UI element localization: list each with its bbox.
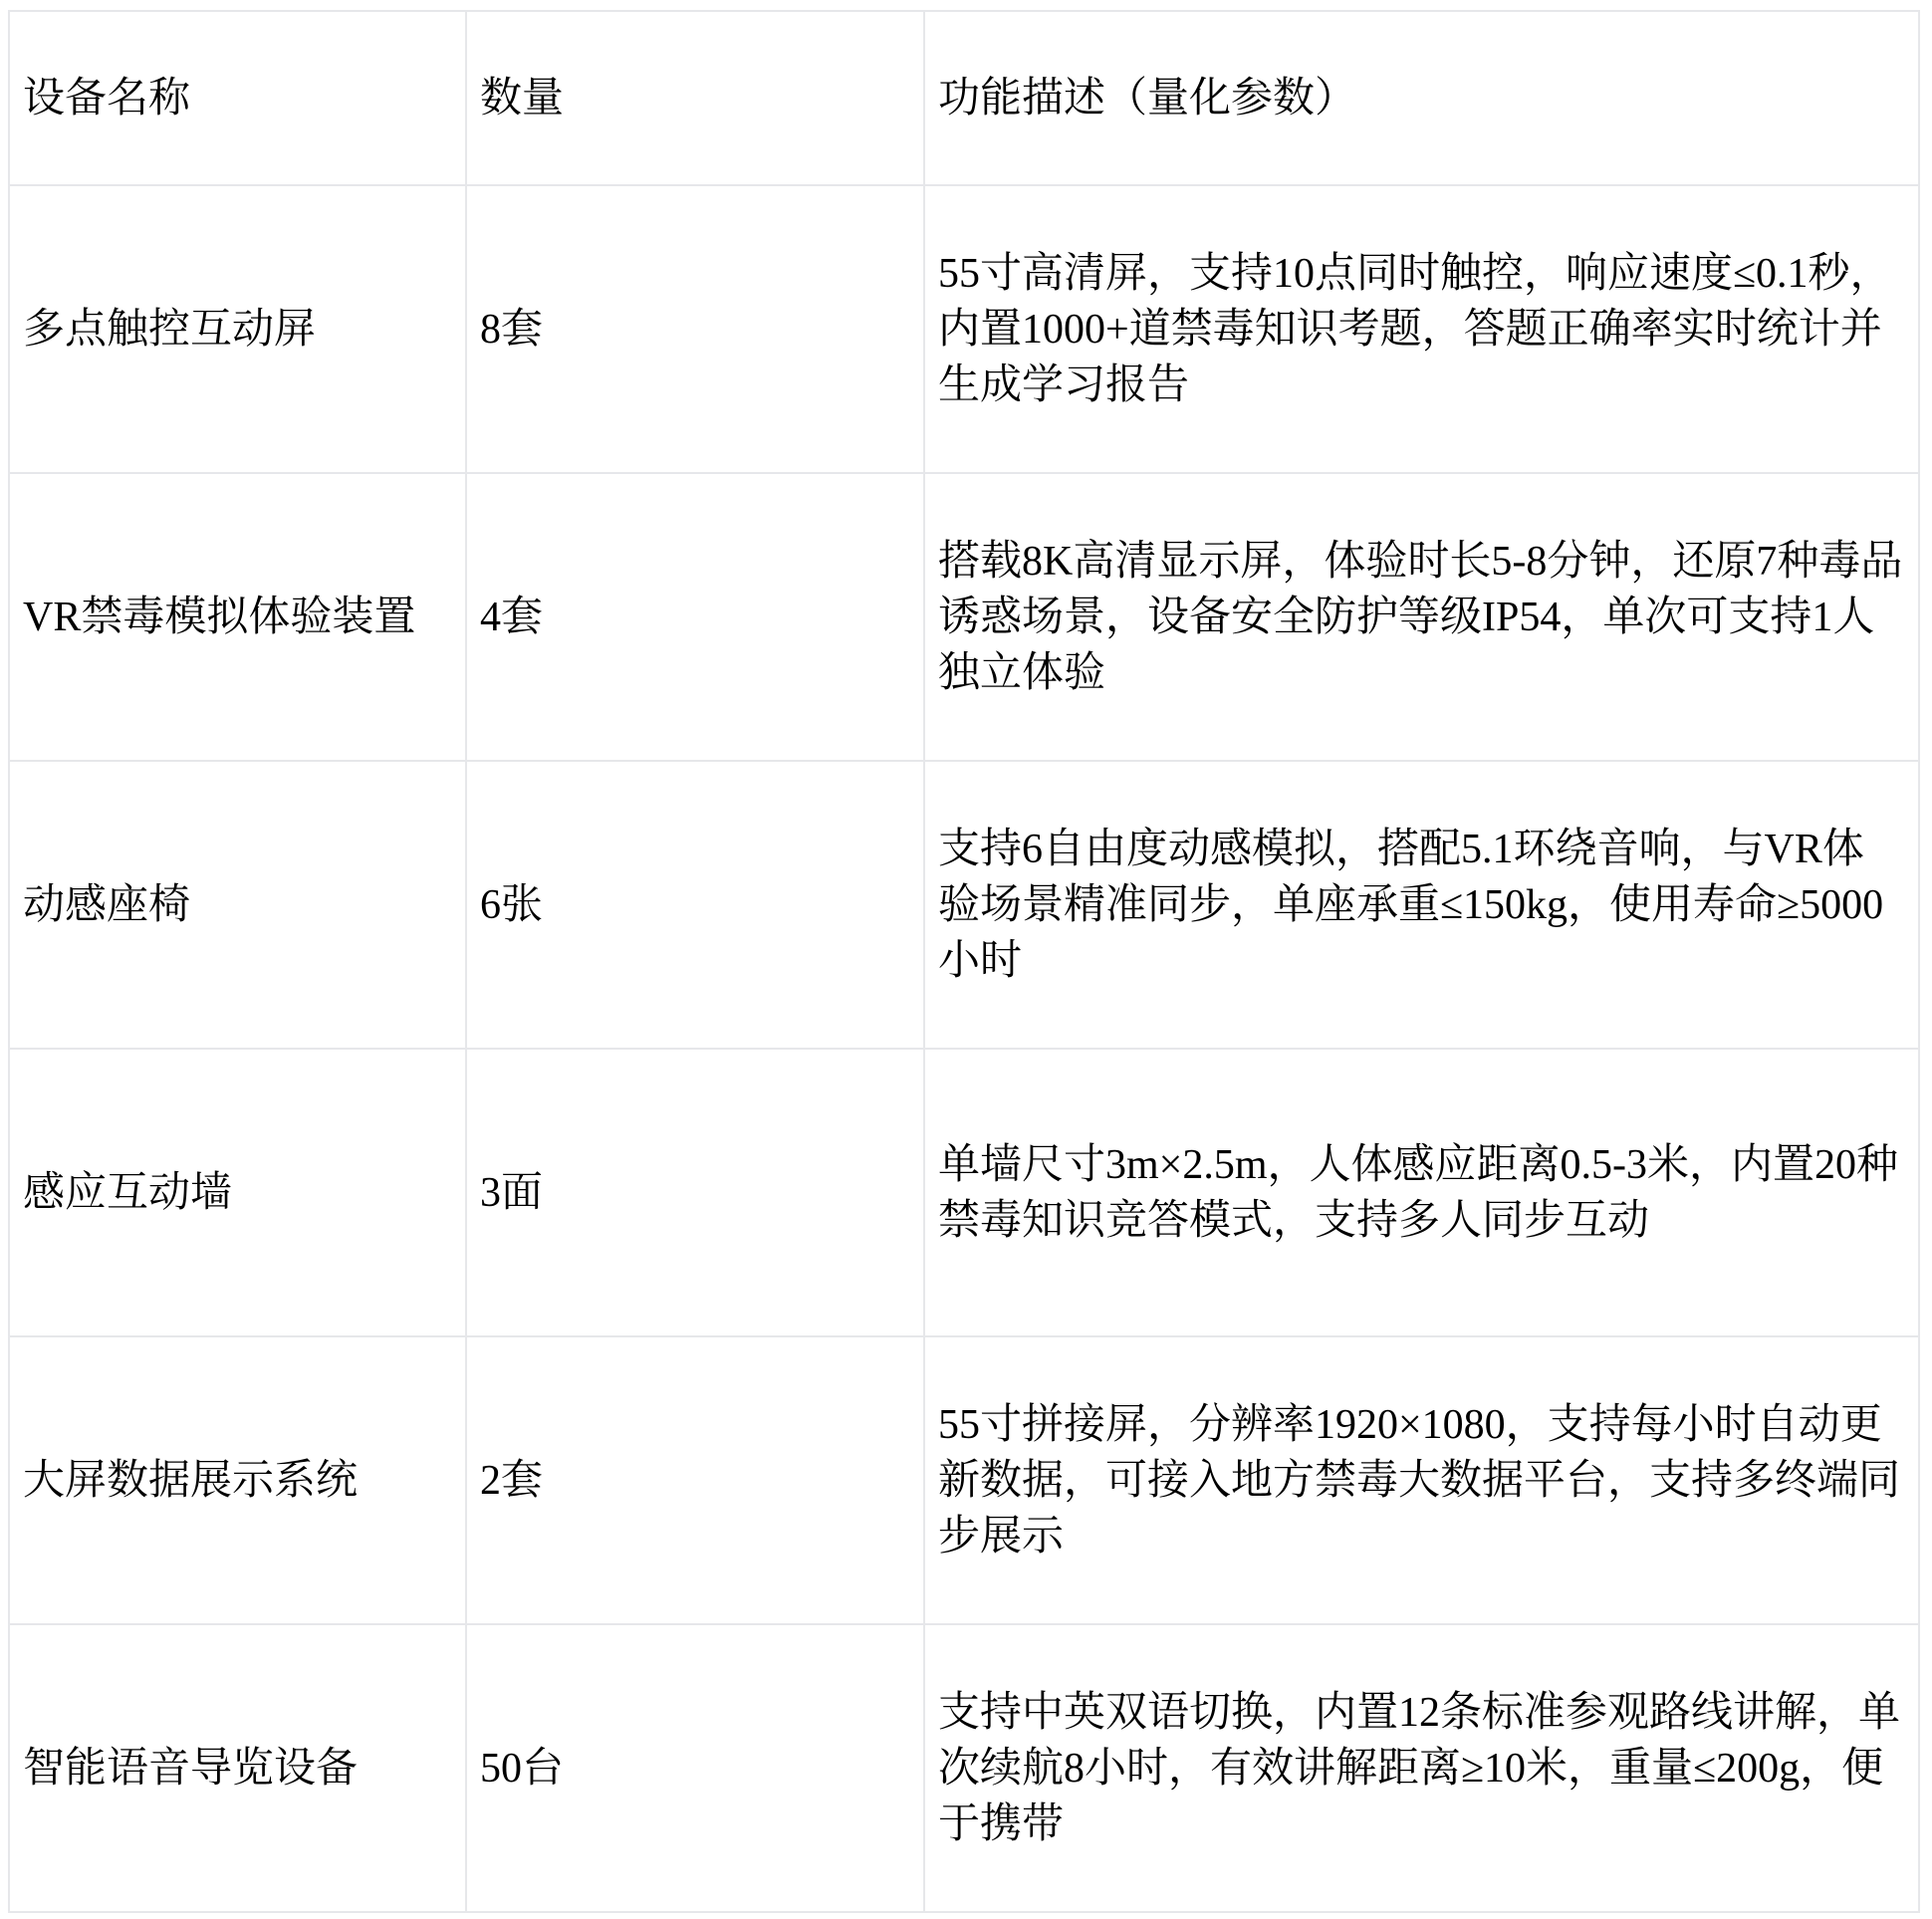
quantity-cell: 50台: [466, 1624, 924, 1912]
table-row: [9, 473, 1919, 761]
device-name-cell: 感应互动墙: [9, 1049, 466, 1336]
device-name-cell: 动感座椅: [9, 761, 466, 1049]
column-header-device-name: 设备名称: [9, 11, 466, 185]
description-cell: 55寸高清屏，支持10点同时触控，响应速度≤0.1秒，内置1000+道禁毒知识考题，答题正确率实时统计并生成学习报告: [924, 185, 1919, 473]
quantity-cell: 2套: [466, 1336, 924, 1624]
device-name-cell: 智能语音导览设备: [9, 1624, 466, 1912]
column-header-quantity: 数量: [466, 11, 924, 185]
table-row: [9, 1624, 1919, 1912]
description-cell: 搭载8K高清显示屏，体验时长5-8分钟，还原7种毒品诱惑场景，设备安全防护等级IP54，单次可支持1人独立体验: [924, 473, 1919, 761]
table-row: [9, 185, 1919, 473]
description-cell: 支持中英双语切换，内置12条标准参观路线讲解，单次续航8小时，有效讲解距离≥10米，重量≤200g，便于携带: [924, 1624, 1919, 1912]
description-cell: 单墙尺寸3m×2.5m，人体感应距离0.5-3米，内置20种禁毒知识竞答模式，支持多人同步互动: [924, 1049, 1919, 1336]
description-cell: 55寸拼接屏，分辨率1920×1080，支持每小时自动更新数据，可接入地方禁毒大数据平台，支持多终端同步展示: [924, 1336, 1919, 1624]
device-name-cell: 大屏数据展示系统: [9, 1336, 466, 1624]
header-row: [9, 11, 1919, 185]
quantity-cell: 4套: [466, 473, 924, 761]
device-name-cell: VR禁毒模拟体验装置: [9, 473, 466, 761]
table-row: [9, 1336, 1919, 1624]
quantity-cell: 6张: [466, 761, 924, 1049]
device-name-cell: 多点触控互动屏: [9, 185, 466, 473]
table-row: [9, 761, 1919, 1049]
column-header-description: 功能描述（量化参数）: [924, 11, 1919, 185]
quantity-cell: 3面: [466, 1049, 924, 1336]
table-row: [9, 1049, 1919, 1336]
quantity-cell: 8套: [466, 185, 924, 473]
description-cell: 支持6自由度动感模拟，搭配5.1环绕音响，与VR体验场景精准同步，单座承重≤150kg，使用寿命≥5000小时: [924, 761, 1919, 1049]
equipment-spec-table: [8, 10, 1920, 1913]
